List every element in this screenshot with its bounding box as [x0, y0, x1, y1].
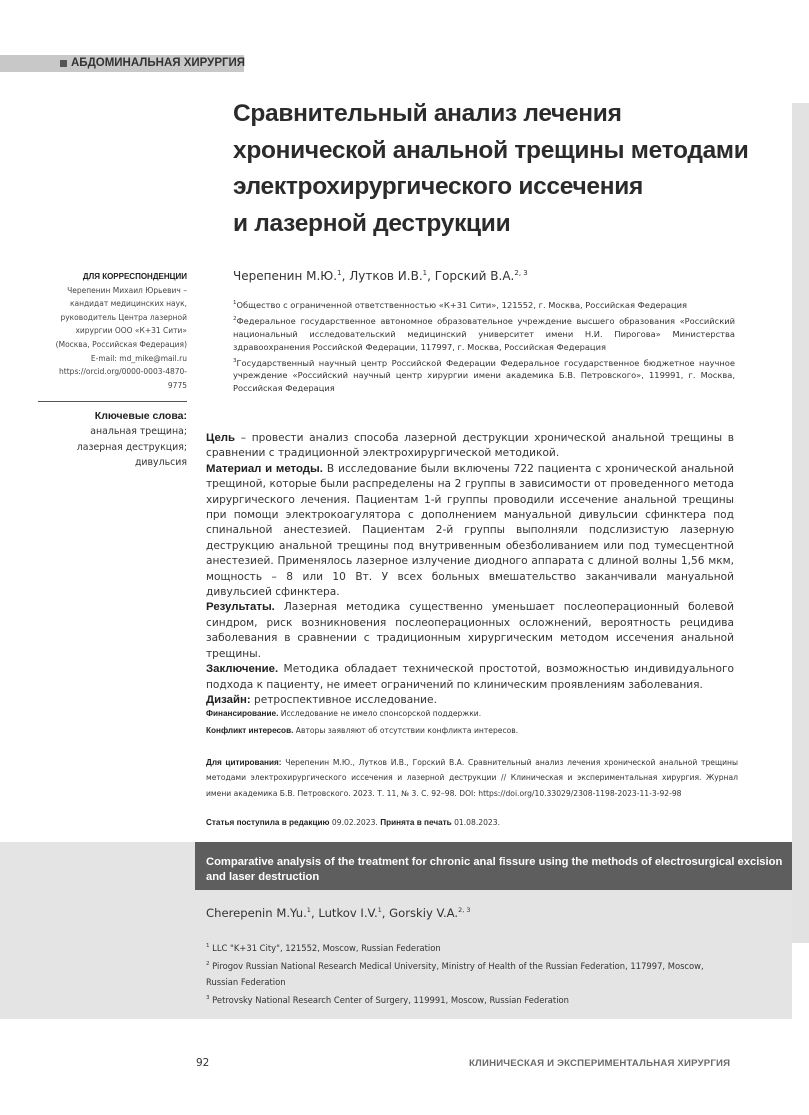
received-date: 09.02.2023. — [329, 818, 381, 827]
correspondence-line: хирургии ООО «К+31 Сити» — [75, 326, 187, 336]
author-affil-number: 1 — [306, 906, 311, 915]
correspondence-orcid[interactable]: https://orcid.org/0000-0003-4870- — [59, 367, 187, 377]
author-name: Gorskiy V.A. — [389, 906, 459, 920]
author-list: Черепенин М.Ю.$^1$, Лутков И.В.$^1$, Горский В.А.$^{2, 3}$ — [233, 269, 528, 283]
affil-text: LLC "K+31 City", 121552, Moscow, Russian Federation — [209, 942, 441, 953]
title-line: Сравнительный анализ лечения — [233, 100, 622, 127]
title-line: хронической анальной трещины методами — [233, 136, 749, 164]
keywords-heading: Ключевые слова: — [94, 410, 187, 422]
keyword-item: дивульсия — [134, 457, 187, 469]
accepted-date: 01.08.2023. — [451, 818, 500, 827]
affil-text: Общество с ограниченной ответственностью «К+31 Сити», 121552, г. Москва, Российская Федерация — [236, 299, 688, 310]
article-title — [233, 96, 793, 242]
author-affil-number: 2, 3 — [458, 906, 471, 915]
correspondence-line: Черепенин Михаил Юрьевич – — [67, 285, 187, 295]
keyword-item: анальная трещина; — [90, 426, 187, 438]
author-affil-number: 2, 3 — [514, 269, 528, 277]
english-title: Comparative analysis of the treatment for chronic anal fissure using the methods of electrosurgical excision and laser destruction — [206, 856, 783, 883]
citation-text: Черепенин М.Ю., Лутков И.В., Горский В.А. Сравнительный анализ лечения хронической анальной трещины методами электрохирургического иссечения и лазерной деструкции // Клиническая и экспериментальная хирургия. Журнал имени академика Б.В. Петровского. 2023. Т. 11, № 3. С. 92–98. DOI: https://doi.org/10.33029/2308-1198-2023-11-3-92-98 — [206, 758, 738, 798]
abstract-label: Цель — [206, 432, 236, 444]
affil-number: 2 — [206, 961, 210, 967]
author-name: Cherepenin M.Yu. — [206, 906, 307, 920]
author-affil-number: 1 — [377, 906, 382, 915]
page-number: 92 — [196, 1057, 210, 1069]
accepted-label: Принята в печать — [380, 818, 452, 827]
affiliations — [233, 297, 735, 396]
correspondence-email[interactable]: E-mail: md_mike@mail.ru — [90, 353, 187, 363]
abstract-methods — [206, 462, 734, 601]
title-line: и лазерной деструкции — [233, 209, 511, 237]
correspondence-heading: ДЛЯ КОРРЕСПОНДЕНЦИИ — [82, 272, 187, 281]
affil-text: Pirogov Russian National Research Medical University, Ministry of Health of the Russian Federation, 117997, Moscow, Russian Federation — [206, 960, 704, 987]
correspondence-line: (Москва, Российская Федерация) — [55, 339, 187, 349]
author-affil-number: 1 — [422, 269, 428, 277]
section-label: АБДОМИНАЛЬНАЯ ХИРУРГИЯ — [71, 57, 246, 69]
correspondence-block — [38, 270, 187, 392]
abstract-text: В исследование были включены 722 пациента с хронической анальной трещиной, которые были распределены на 2 группы в зависимости от проведенного метода хирургического лечения. Пациентам 1-й группы проводили иссечение анальной трещины при помощи электрокоагулятора с дополнением мануальной дивульсии сфинктера под спинальной анестезией. Пациентам 2-й группы выполняли подслизистую лазерную деструкцию анальной трещины под внутривенным обезболиванием или под тумесцентной анестезией. Применялось лазерное излучение диодного аппарата с длиной волны 1,56 мкм, мощность – 8 или 10 Вт. У всех больных вмешательство заканчивали мануальной дивульсией сфинктера. — [206, 462, 734, 599]
funding-block — [206, 705, 736, 739]
abstract-text: Методика обладает технической простотой, возможностью индивидуального подхода к пациенту, не имеет ограничений по клиническим проявлениям заболевания. — [206, 663, 734, 691]
author-name: Лутков И.В. — [349, 269, 423, 283]
correspondence-orcid-end[interactable]: 9775 — [167, 380, 187, 390]
journal-name: КЛИНИЧЕСКАЯ И ЭКСПЕРИМЕНТАЛЬНАЯ ХИРУРГИЯ — [469, 1058, 731, 1069]
keywords-block — [38, 409, 187, 471]
author-name: Горский В.А. — [434, 269, 515, 283]
abstract-label: Заключение. — [206, 663, 279, 676]
affiliation-item — [206, 990, 736, 1008]
citation-block — [206, 755, 738, 801]
affiliation-item — [206, 956, 736, 990]
abstract-text: ретроспективное исследование. — [250, 693, 437, 706]
abstract-text: – провести анализ способа лазерной деструкции хронической анальной трещины в сравнении с традиционной электрохирургической методикой. — [206, 432, 734, 460]
section-square-icon — [60, 60, 67, 67]
author-affil-number: 1 — [337, 269, 342, 277]
affil-text: Государственный научный центр Российской Федерации Федеральное государственное бюджетное научное учреждение «Российский научный центр хирургии имени академика Б.В. Петровского», 119991, г. Москва, Российская Федерация — [233, 357, 735, 394]
conflict-line — [206, 722, 736, 739]
affil-number: 2 — [233, 315, 237, 322]
conflict-label: Конфликт интересов. — [206, 726, 294, 735]
affil-number: 3 — [233, 357, 237, 364]
english-author-list: Cherepenin M.Yu.$^1$, Lutkov I.V.$^1$, Gorskiy V.A.$^{2, 3}$ — [206, 906, 471, 920]
affil-number: 1 — [206, 943, 210, 949]
affil-number: 1 — [233, 300, 237, 306]
abstract-label: Дизайн: — [206, 693, 251, 706]
affil-text: Федеральное государственное автономное образовательное учреждение высшего образования «Российский национальный исследовательский медицинский университет имени Н.И. Пирогова» Министерства здравоохранения Российской Федерации, 117997, г. Москва, Российская Федерация — [233, 315, 735, 352]
affiliation-item — [206, 938, 736, 956]
affiliation-item — [233, 297, 735, 312]
affiliation-item — [233, 313, 735, 354]
right-margin-bar — [792, 103, 809, 943]
abstract-text: Лазерная методика существенно уменьшает послеоперационный болевой синдром, риск возникновения послеоперационных осложнений, вероятность рецидива заболевания в сравнении с традиционным хирургическим методом иссечения анальной трещины. — [206, 601, 734, 660]
correspondence-line: кандидат медицинских наук, — [69, 299, 187, 309]
abstract-conclusion — [206, 662, 734, 693]
conflict-text: Авторы заявляют об отсутствии конфликта интересов. — [293, 726, 519, 735]
funding-line — [206, 705, 736, 722]
section-tag — [0, 55, 244, 72]
title-line: электрохирургического иссечения — [233, 173, 643, 200]
affil-number: 3 — [206, 995, 210, 1002]
abstract-results — [206, 600, 734, 662]
funding-text: Исследование не имело спонсорской поддержки. — [278, 709, 482, 718]
author-name: Lutkov I.V. — [318, 906, 378, 920]
received-label: Статья поступила в редакцию — [206, 818, 330, 827]
keyword-item: лазерная деструкция; — [76, 441, 187, 453]
affil-text: Petrovsky National Research Center of Surgery, 119991, Moscow, Russian Federation — [209, 995, 569, 1005]
abstract-label: Результаты. — [206, 601, 275, 614]
abstract-aim — [206, 431, 734, 462]
affiliation-item — [233, 355, 735, 396]
funding-label: Финансирование. — [206, 709, 279, 718]
citation-label: Для цитирования: — [206, 758, 282, 767]
english-affiliations — [206, 938, 736, 1008]
abstract — [206, 431, 734, 708]
abstract-label: Материал и методы. — [206, 462, 323, 475]
received-line — [206, 818, 500, 827]
author-name: Черепенин М.Ю. — [233, 269, 338, 283]
keywords-divider — [38, 401, 187, 402]
correspondence-line: руководитель Центра лазерной — [60, 312, 187, 322]
